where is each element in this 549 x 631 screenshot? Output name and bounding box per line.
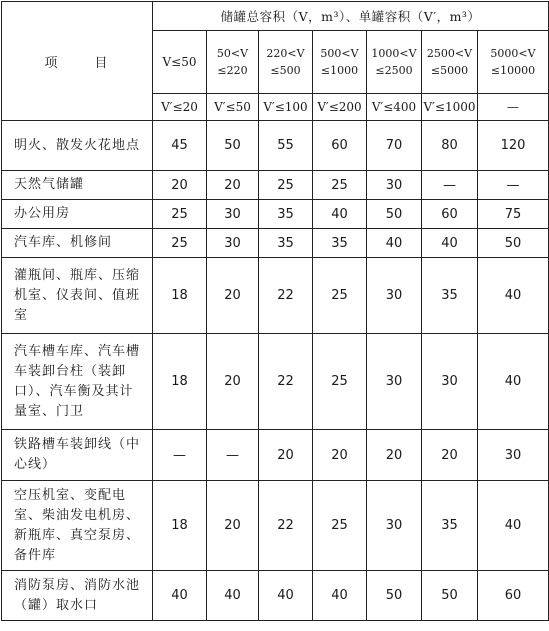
value-cell: 50 — [207, 121, 259, 171]
total-range-line1: 5000<V — [490, 47, 536, 60]
value-cell: 22 — [259, 334, 313, 430]
table-row — [2, 430, 549, 481]
value-cell: 22 — [259, 481, 313, 571]
value-cell: 20 — [207, 258, 259, 334]
value-cell: 40 — [478, 334, 549, 430]
value-cell: 40 — [422, 229, 478, 258]
total-range-cell — [313, 31, 367, 94]
single-range-cell: — — [478, 94, 549, 121]
value-cell: — — [422, 171, 478, 200]
value-cell: 18 — [153, 334, 207, 430]
row-label: 天然气储罐 — [2, 171, 153, 200]
value-cell: 70 — [367, 121, 422, 171]
value-cell: 20 — [259, 430, 313, 481]
table-row — [2, 571, 549, 621]
total-range-line1: 50<V — [216, 47, 249, 60]
row-label: 消防泵房、消防水池（罐）取水口 — [2, 571, 153, 621]
table-row — [2, 200, 549, 229]
row-label: 汽车槽车库、汽车槽车装卸台柱（装卸口）、汽车衡及其计量室、门卫 — [2, 334, 153, 430]
value-cell: 50 — [367, 571, 422, 621]
value-cell: 60 — [313, 121, 367, 171]
capacity-header-title: 储罐总容积（V，m³）、单罐容积（V′，m³） — [153, 2, 549, 31]
row-label: 明火、散发火花地点 — [2, 121, 153, 171]
value-cell: 40 — [367, 229, 422, 258]
total-range-line2: ≤2500 — [375, 64, 413, 77]
value-cell: 25 — [313, 171, 367, 200]
single-range-cell: V′≤200 — [313, 94, 367, 121]
table-body — [2, 121, 549, 621]
value-cell: 20 — [313, 430, 367, 481]
value-cell: 18 — [153, 481, 207, 571]
total-range-cell — [259, 31, 313, 94]
single-range-cell: V′≤1000 — [422, 94, 478, 121]
value-cell: 75 — [478, 200, 549, 229]
total-range-cell — [367, 31, 422, 94]
value-cell: 60 — [478, 571, 549, 621]
value-cell: 35 — [422, 481, 478, 571]
value-cell: 25 — [313, 258, 367, 334]
row-label: 汽车库、机修间 — [2, 229, 153, 258]
value-cell: 50 — [478, 229, 549, 258]
value-cell: 30 — [367, 481, 422, 571]
value-cell: 35 — [313, 229, 367, 258]
total-range-line2: ≤10000 — [490, 64, 536, 77]
value-cell: 40 — [478, 258, 549, 334]
row-label: 空压机室、变配电室、柴油发电机房、新瓶库、真空泵房、备件库 — [2, 481, 153, 571]
table-row — [2, 334, 549, 430]
value-cell: 35 — [259, 200, 313, 229]
table-row — [2, 481, 549, 571]
row-label: 办公用房 — [2, 200, 153, 229]
value-cell: 55 — [259, 121, 313, 171]
spacing-table — [1, 1, 549, 621]
single-range-cell: V′≤100 — [259, 94, 313, 121]
value-cell: 25 — [313, 481, 367, 571]
value-cell: 20 — [207, 334, 259, 430]
value-cell: 30 — [367, 171, 422, 200]
total-range-line2: ≤500 — [270, 64, 301, 77]
value-cell: 20 — [367, 430, 422, 481]
value-cell: 25 — [153, 229, 207, 258]
value-cell: 30 — [207, 200, 259, 229]
value-cell: 35 — [259, 229, 313, 258]
value-cell: 30 — [207, 229, 259, 258]
value-cell: — — [153, 430, 207, 481]
value-cell: 40 — [153, 571, 207, 621]
value-cell: 45 — [153, 121, 207, 171]
table-row — [2, 121, 549, 171]
total-range-line1: 220<V — [266, 47, 305, 60]
value-cell: 25 — [153, 200, 207, 229]
value-cell: 30 — [422, 334, 478, 430]
value-cell: — — [478, 171, 549, 200]
value-cell: 80 — [422, 121, 478, 171]
value-cell: 25 — [313, 334, 367, 430]
value-cell: 40 — [313, 571, 367, 621]
header-row-title — [2, 2, 549, 31]
value-cell: 20 — [207, 481, 259, 571]
single-range-cell: V′≤400 — [367, 94, 422, 121]
total-range-line2: ≤1000 — [320, 64, 359, 77]
row-label: 灌瓶间、瓶库、压缩机室、仪表间、值班室 — [2, 258, 153, 334]
single-range-cell: V′≤20 — [153, 94, 207, 121]
value-cell: 40 — [259, 571, 313, 621]
value-cell: 20 — [207, 171, 259, 200]
value-cell: 20 — [153, 171, 207, 200]
total-range-cell — [153, 31, 207, 94]
total-range-cell — [478, 31, 549, 94]
value-cell: 120 — [478, 121, 549, 171]
total-range-line1: 1000<V — [371, 47, 417, 60]
value-cell: 40 — [313, 200, 367, 229]
table-row — [2, 258, 549, 334]
value-cell: 25 — [259, 171, 313, 200]
value-cell: — — [207, 430, 259, 481]
table-row — [2, 171, 549, 200]
value-cell: 40 — [478, 481, 549, 571]
value-cell: 18 — [153, 258, 207, 334]
total-range-line1: 500<V — [320, 47, 359, 60]
value-cell: 60 — [422, 200, 478, 229]
table-row — [2, 229, 549, 258]
value-cell: 30 — [478, 430, 549, 481]
total-range-line2: ≤5000 — [430, 64, 469, 77]
single-range-cell: V′≤50 — [207, 94, 259, 121]
item-column-header: 项 目 — [2, 2, 153, 121]
value-cell: 40 — [207, 571, 259, 621]
total-range-cell — [422, 31, 478, 94]
value-cell: 22 — [259, 258, 313, 334]
row-label: 铁路槽车装卸线（中心线） — [2, 430, 153, 481]
value-cell: 50 — [367, 200, 422, 229]
value-cell: 20 — [422, 430, 478, 481]
total-range-line2: ≤220 — [217, 64, 248, 77]
total-range-line1: V≤50 — [162, 54, 197, 69]
total-range-line1: 2500<V — [426, 47, 473, 60]
value-cell: 50 — [422, 571, 478, 621]
total-range-cell — [207, 31, 259, 94]
value-cell: 30 — [367, 334, 422, 430]
value-cell: 30 — [367, 258, 422, 334]
value-cell: 35 — [422, 258, 478, 334]
